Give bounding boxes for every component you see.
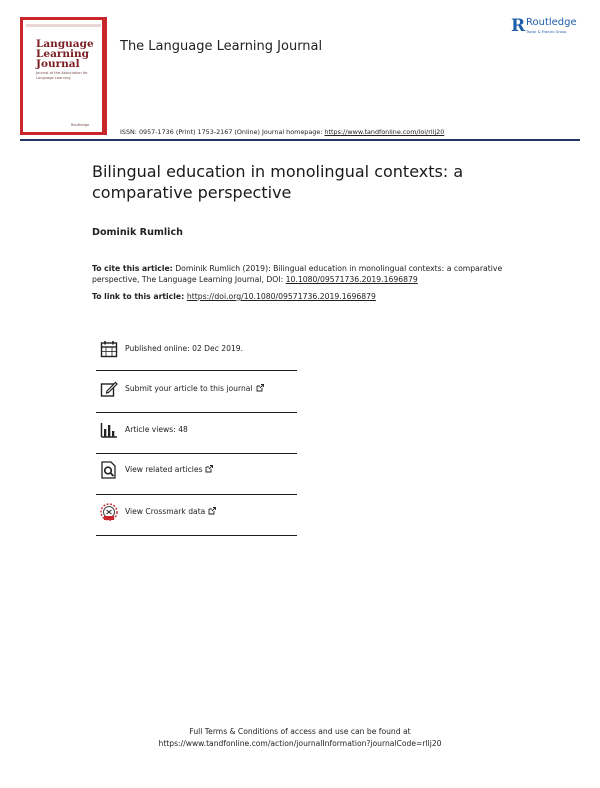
row-divider xyxy=(96,535,297,536)
row-divider xyxy=(96,453,297,454)
row-divider xyxy=(96,370,297,371)
crossmark-icon xyxy=(100,503,118,521)
published-row xyxy=(96,340,297,380)
cover-publisher-mark: Routledge xyxy=(71,123,90,127)
footer xyxy=(0,726,600,750)
issn-text: ISSN: 0957-1736 (Print) 1753-2167 (Online) Journal homepage: xyxy=(120,128,325,136)
routledge-r-icon: R xyxy=(511,16,526,36)
related-articles-link[interactable] xyxy=(96,461,297,501)
submit-article-link[interactable] xyxy=(96,380,297,420)
journal-cover xyxy=(20,17,107,135)
header-divider xyxy=(20,139,580,141)
calendar-icon xyxy=(100,340,118,358)
footer-terms-text: Full Terms & Conditions of access and use can be found at xyxy=(189,727,411,736)
footer-terms-url[interactable]: https://www.tandfonline.com/action/journalInformation?journalCode=rllj20 xyxy=(158,739,442,748)
cover-title-line1: Language xyxy=(36,38,94,50)
crossmark-label: View Crossmark data xyxy=(125,507,206,516)
cover-title xyxy=(36,39,94,69)
external-link-icon xyxy=(256,384,264,392)
cover-title-line2: Learning xyxy=(36,48,89,60)
article-title: Bilingual education in monolingual contexts: a comparative perspective xyxy=(92,162,464,202)
submit-label: Submit your article to this journal xyxy=(125,384,253,393)
edit-icon xyxy=(100,380,118,398)
bar-chart-icon xyxy=(100,421,118,439)
citation-text: Dominik Rumlich (2019): Bilingual education in monolingual contexts: a comparative perspective, The Language Learning Journal, DOI: xyxy=(92,264,503,284)
issn-line xyxy=(120,128,444,136)
article-link-line xyxy=(92,292,376,301)
publisher-name: Routledge xyxy=(526,17,577,28)
related-document-search-icon xyxy=(100,461,118,479)
related-label: View related articles xyxy=(125,465,203,474)
doi-link[interactable]: 10.1080/09571736.2019.1696879 xyxy=(285,275,418,284)
citation-label: To cite this article: xyxy=(92,264,173,273)
row-divider xyxy=(96,494,297,495)
related-label-wrap xyxy=(125,465,213,474)
citation-block xyxy=(92,263,532,285)
cover-subtitle: Journal of the Association for Language Learning xyxy=(36,71,88,80)
row-divider xyxy=(96,412,297,413)
link-label: To link to this article: xyxy=(92,292,187,301)
views-row xyxy=(96,421,297,461)
crossmark-label-wrap xyxy=(125,507,216,516)
external-link-icon xyxy=(205,465,213,473)
crossmark-link[interactable] xyxy=(96,503,297,543)
submit-label-wrap xyxy=(125,384,264,393)
article-views: Article views: 48 xyxy=(125,425,188,434)
cover-title-line3: Journal xyxy=(36,58,80,70)
publisher-tagline: Taylor & Francis Group xyxy=(526,30,567,34)
published-date: Published online: 02 Dec 2019. xyxy=(125,344,244,353)
article-doi-url[interactable]: https://doi.org/10.1080/09571736.2019.1696879 xyxy=(186,292,376,301)
journal-title: The Language Learning Journal xyxy=(120,39,323,54)
external-link-icon xyxy=(208,507,216,515)
cover-red-strip xyxy=(102,20,104,132)
journal-homepage-link[interactable]: https://www.tandfonline.com/loi/rllj20 xyxy=(324,128,445,136)
cover-top-bar xyxy=(26,24,101,27)
article-author: Dominik Rumlich xyxy=(92,227,183,238)
